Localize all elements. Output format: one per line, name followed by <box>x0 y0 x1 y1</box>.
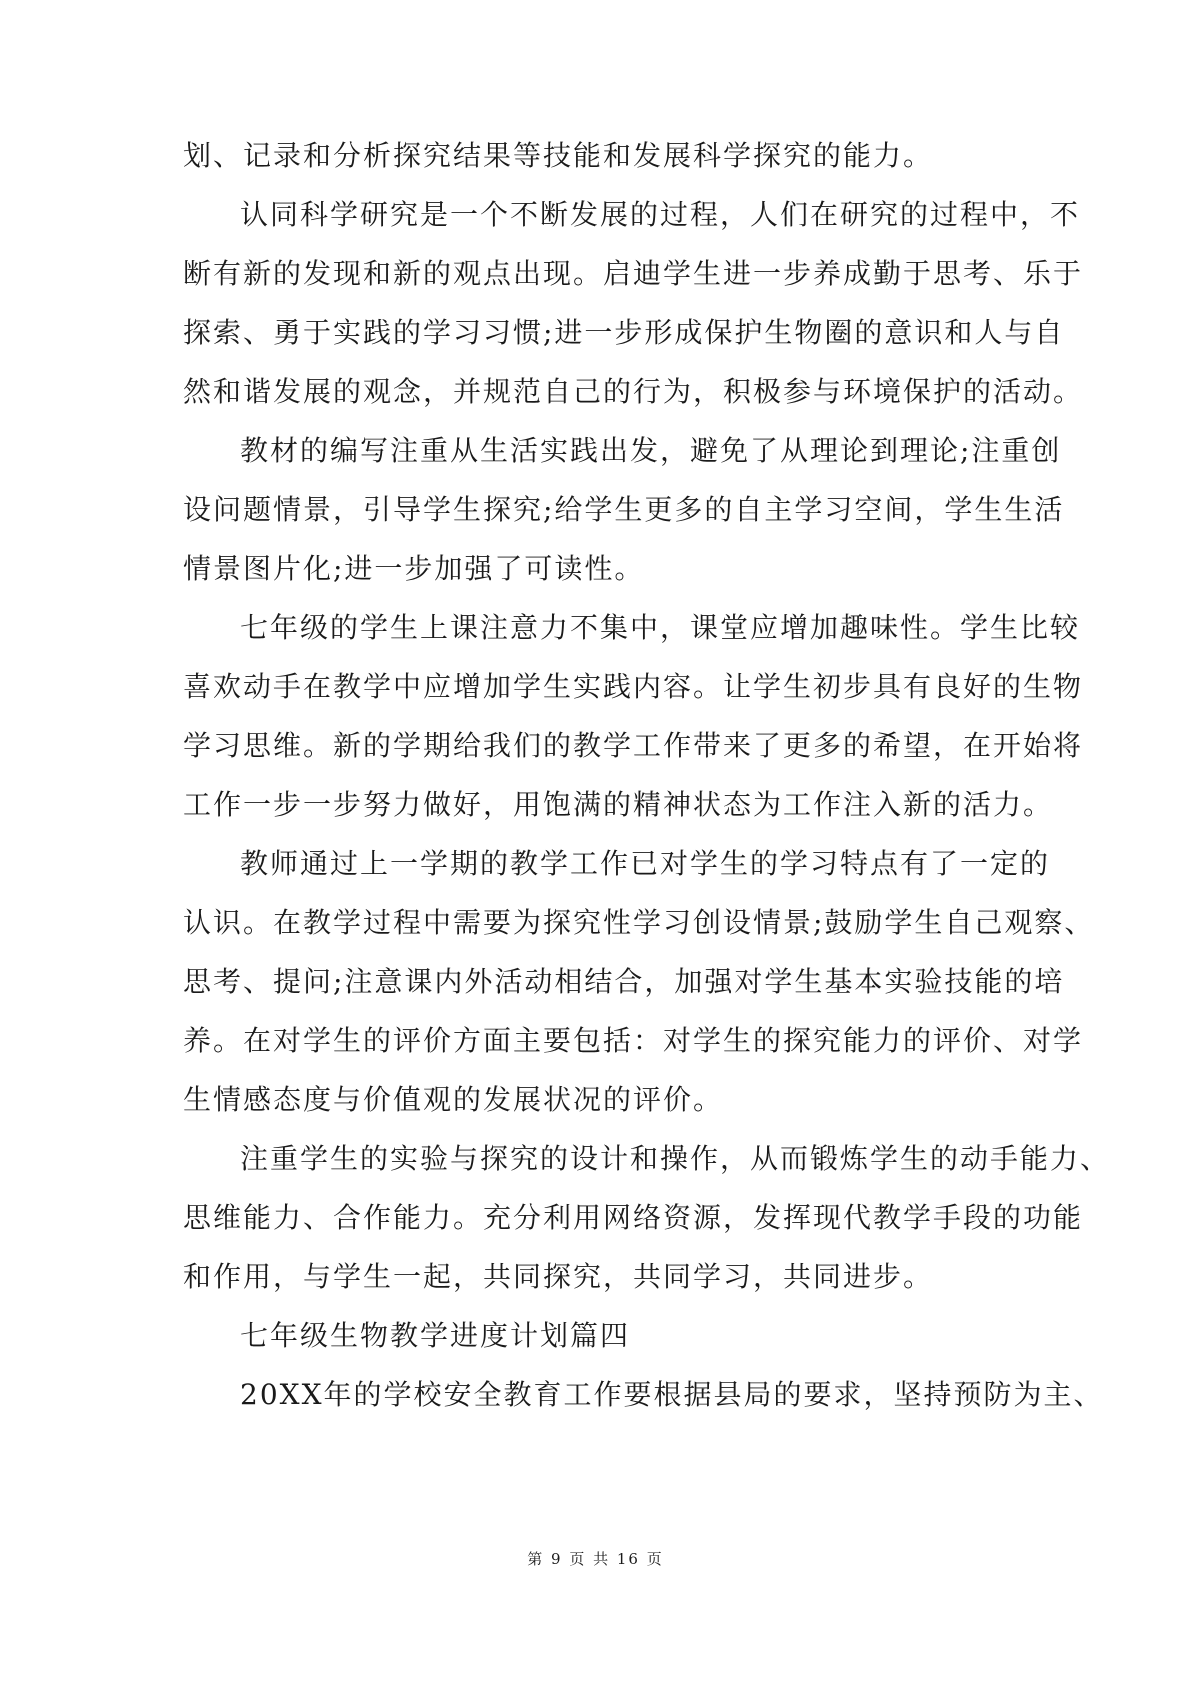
paragraph-line: 七年级的学生上课注意力不集中，课堂应增加趣味性。学生比较 <box>240 611 1081 644</box>
section-heading: 七年级生物教学进度计划篇四 <box>240 1319 631 1352</box>
paragraph-line: 养。在对学生的评价方面主要包括：对学生的探究能力的评价、对学 <box>183 1024 1084 1057</box>
page-number-footer: 第 9 页 共 16 页 <box>527 1550 664 1568</box>
paragraph-line: 认同科学研究是一个不断发展的过程，人们在研究的过程中，不 <box>240 198 1081 231</box>
paragraph-line: 思考、提问;注意课内外活动相结合，加强对学生基本实验技能的培 <box>183 965 1065 998</box>
paragraph-line: 探索、勇于实践的学习习惯;进一步形成保护生物圈的意识和人与自 <box>183 316 1065 349</box>
paragraph-line: 然和谐发展的观念，并规范自己的行为，积极参与环境保护的活动。 <box>183 375 1084 408</box>
paragraph-line: 思维能力、合作能力。充分利用网络资源，发挥现代教学手段的功能 <box>183 1201 1084 1234</box>
paragraph-line: 设问题情景，引导学生探究;给学生更多的自主学习空间，学生生活 <box>183 493 1065 526</box>
text-line-1: 划、记录和分析探究结果等技能和发展科学探究的能力。 <box>183 139 934 172</box>
paragraph-line: 学习思维。新的学期给我们的教学工作带来了更多的希望，在开始将 <box>183 729 1084 762</box>
paragraph-line: 喜欢动手在教学中应增加学生实践内容。让学生初步具有良好的生物 <box>183 670 1084 703</box>
paragraph-line: 教材的编写注重从生活实践出发，避免了从理论到理论;注重创 <box>240 434 1062 467</box>
paragraph-line: 生情感态度与价值观的发展状况的评价。 <box>183 1083 724 1116</box>
paragraph-line: 认识。在教学过程中需要为探究性学习创设情景;鼓励学生自己观察、 <box>183 906 1095 939</box>
paragraph-line: 20XX年的学校安全教育工作要根据县局的要求，坚持预防为主、 <box>240 1378 1104 1411</box>
paragraph-line: 工作一步一步努力做好，用饱满的精神状态为工作注入新的活力。 <box>183 788 1054 821</box>
paragraph-line: 注重学生的实验与探究的设计和操作，从而锻炼学生的动手能力、 <box>240 1142 1111 1175</box>
paragraph-line: 断有新的发现和新的观点出现。启迪学生进一步养成勤于思考、乐于 <box>183 257 1084 290</box>
paragraph-line: 教师通过上一学期的教学工作已对学生的学习特点有了一定的 <box>240 847 1051 880</box>
paragraph-line: 情景图片化;进一步加强了可读性。 <box>183 552 645 585</box>
paragraph-line: 和作用，与学生一起，共同探究，共同学习，共同进步。 <box>183 1260 934 1293</box>
